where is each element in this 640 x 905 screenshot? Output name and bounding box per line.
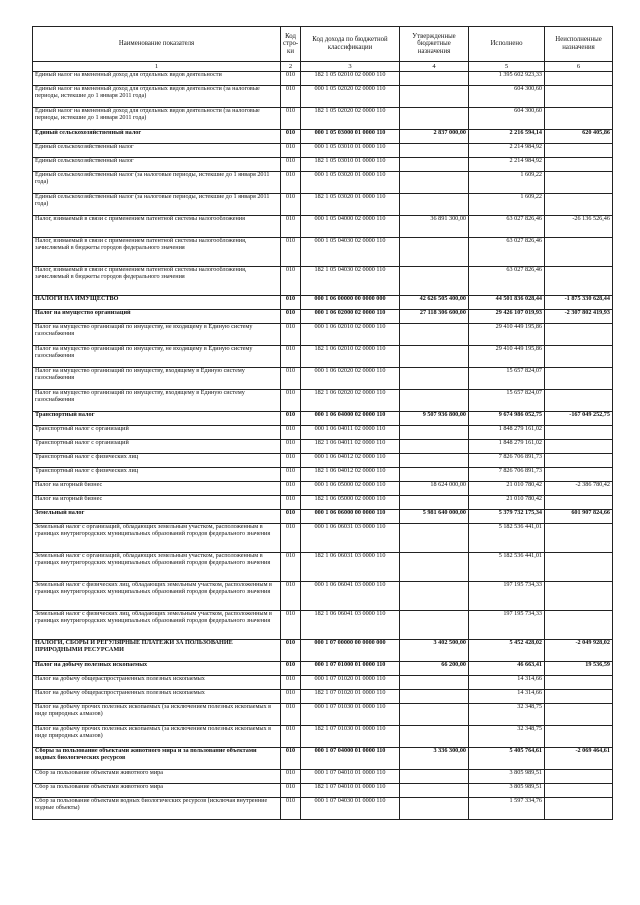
- row-unexecuted: [545, 496, 613, 510]
- row-unexecuted: [545, 108, 613, 130]
- row-unexecuted: [545, 784, 613, 798]
- row-unexecuted: [545, 468, 613, 482]
- row-unexecuted: -2 049 928,02: [545, 640, 613, 662]
- row-kbk: 000 1 06 02010 02 0000 110: [301, 324, 400, 346]
- row-unexecuted: [545, 454, 613, 468]
- table-row: [33, 524, 613, 553]
- row-kbk: 000 1 06 04012 02 0000 110: [301, 454, 400, 468]
- col-number: 4: [400, 62, 469, 72]
- row-kbk: 000 1 06 05000 02 0000 110: [301, 482, 400, 496]
- row-executed: 29 426 107 019,93: [469, 310, 545, 324]
- row-approved: [400, 582, 469, 611]
- row-executed: 14 314,66: [469, 676, 545, 690]
- row-name: Единый налог на вмененный доход для отдельных видов деятельности: [33, 72, 281, 86]
- col-header-kbk: Код дохода по бюджетной классификации: [301, 27, 400, 62]
- row-executed: 14 314,66: [469, 690, 545, 704]
- row-code: 010: [281, 390, 301, 412]
- row-executed: 5 379 732 175,34: [469, 510, 545, 524]
- row-name: Транспортный налог: [33, 412, 281, 426]
- row-unexecuted: -2 307 802 419,93: [545, 310, 613, 324]
- row-approved: [400, 611, 469, 640]
- row-code: 010: [281, 496, 301, 510]
- table-row: [33, 662, 613, 676]
- row-code: 010: [281, 426, 301, 440]
- table-row: [33, 412, 613, 426]
- row-code: 010: [281, 440, 301, 454]
- row-approved: [400, 770, 469, 784]
- row-name: Единый сельскохозяйственный налог (за налоговые периоды, истекшие до 1 января 2011 года): [33, 194, 281, 216]
- row-kbk: 182 1 05 04030 02 0000 110: [301, 267, 400, 296]
- row-approved: [400, 267, 469, 296]
- row-kbk: 182 1 07 04010 01 0000 110: [301, 784, 400, 798]
- row-name: Налог на имущество организаций по имуществу, входящему в Единую систему газоснабжения: [33, 368, 281, 390]
- row-kbk: 000 1 07 04010 01 0000 110: [301, 770, 400, 784]
- row-approved: 3 336 300,00: [400, 748, 469, 770]
- row-kbk: 000 1 06 04000 02 0000 110: [301, 412, 400, 426]
- row-approved: [400, 553, 469, 582]
- row-code: 010: [281, 748, 301, 770]
- row-kbk: 182 1 06 02020 02 0000 110: [301, 390, 400, 412]
- table-row: [33, 310, 613, 324]
- table-row: [33, 482, 613, 496]
- row-name: Земельный налог: [33, 510, 281, 524]
- row-approved: [400, 144, 469, 158]
- row-executed: 15 657 824,07: [469, 368, 545, 390]
- row-kbk: 000 1 05 04030 02 0000 110: [301, 238, 400, 267]
- row-kbk: 182 1 05 03010 01 0000 110: [301, 158, 400, 172]
- budget-report-sheet: [32, 26, 612, 820]
- table-row: [33, 390, 613, 412]
- row-kbk: 000 1 05 03020 01 0000 110: [301, 172, 400, 194]
- row-kbk: 000 1 06 04011 02 0000 110: [301, 426, 400, 440]
- row-unexecuted: -2 386 780,42: [545, 482, 613, 496]
- row-unexecuted: -1 875 330 628,44: [545, 296, 613, 310]
- row-executed: 32 348,75: [469, 726, 545, 748]
- row-approved: 66 200,00: [400, 662, 469, 676]
- row-unexecuted: -167 049 252,75: [545, 412, 613, 426]
- row-name: Налог на добычу прочих полезных ископаемых (за исключением полезных ископаемых в виде природных алмазов): [33, 704, 281, 726]
- row-code: 010: [281, 144, 301, 158]
- row-kbk: 182 1 06 05000 02 0000 110: [301, 496, 400, 510]
- row-unexecuted: -26 136 526,46: [545, 216, 613, 238]
- row-kbk: 000 1 05 03010 01 0000 110: [301, 144, 400, 158]
- table-row: [33, 440, 613, 454]
- row-approved: [400, 172, 469, 194]
- row-unexecuted: [545, 368, 613, 390]
- row-kbk: 000 1 07 01030 01 0000 110: [301, 704, 400, 726]
- row-kbk: 000 1 07 04030 01 0000 110: [301, 798, 400, 820]
- table-row: [33, 216, 613, 238]
- row-kbk: 000 1 06 02020 02 0000 110: [301, 368, 400, 390]
- row-approved: [400, 426, 469, 440]
- row-name: Налог, взимаемый в связи с применением патентной системы налогообложения: [33, 216, 281, 238]
- row-name: Единый сельскохозяйственный налог: [33, 130, 281, 144]
- row-code: 010: [281, 412, 301, 426]
- row-code: 010: [281, 510, 301, 524]
- row-kbk: 182 1 07 01030 01 0000 110: [301, 726, 400, 748]
- row-approved: [400, 690, 469, 704]
- row-code: 010: [281, 324, 301, 346]
- row-executed: 15 657 824,07: [469, 390, 545, 412]
- row-code: 010: [281, 611, 301, 640]
- table-row: [33, 676, 613, 690]
- row-unexecuted: 19 536,59: [545, 662, 613, 676]
- table-row: [33, 726, 613, 748]
- row-approved: 27 118 306 600,00: [400, 310, 469, 324]
- row-unexecuted: [545, 690, 613, 704]
- table-row: [33, 346, 613, 368]
- row-kbk: 000 1 07 00000 00 0000 000: [301, 640, 400, 662]
- table-row: [33, 704, 613, 726]
- row-code: 010: [281, 368, 301, 390]
- row-executed: 63 027 826,46: [469, 238, 545, 267]
- row-name: Налог на имущество организаций по имуществу, входящему в Единую систему газоснабжения: [33, 390, 281, 412]
- row-name: НАЛОГИ НА ИМУЩЕСТВО: [33, 296, 281, 310]
- row-executed: 1 848 279 161,02: [469, 440, 545, 454]
- row-approved: [400, 454, 469, 468]
- row-unexecuted: [545, 72, 613, 86]
- row-executed: 1 597 334,76: [469, 798, 545, 820]
- row-executed: 46 663,41: [469, 662, 545, 676]
- row-code: 010: [281, 238, 301, 267]
- col-header-executed: Исполнено: [469, 27, 545, 62]
- col-header-unexecuted: Неисполненные назначения: [545, 27, 613, 62]
- row-unexecuted: [545, 770, 613, 784]
- table-row: [33, 468, 613, 482]
- row-code: 010: [281, 86, 301, 108]
- row-approved: [400, 524, 469, 553]
- row-approved: 42 626 505 400,00: [400, 296, 469, 310]
- table-row: [33, 454, 613, 468]
- row-code: 010: [281, 346, 301, 368]
- row-code: 010: [281, 194, 301, 216]
- table-row: [33, 770, 613, 784]
- row-code: 010: [281, 158, 301, 172]
- row-kbk: 182 1 06 04012 02 0000 110: [301, 468, 400, 482]
- row-unexecuted: 620 405,86: [545, 130, 613, 144]
- row-name: Земельный налог с физических лиц, обладающих земельным участком, расположенным в границах внутригородских муниципальных образований городов федерального значения: [33, 582, 281, 611]
- row-kbk: 000 1 05 03000 01 0000 110: [301, 130, 400, 144]
- row-approved: [400, 726, 469, 748]
- row-approved: [400, 72, 469, 86]
- row-approved: 18 624 000,00: [400, 482, 469, 496]
- row-unexecuted: [545, 553, 613, 582]
- row-approved: 9 507 936 800,00: [400, 412, 469, 426]
- header-row: [33, 27, 613, 62]
- table-row: [33, 640, 613, 662]
- row-kbk: 182 1 05 03020 01 0000 110: [301, 194, 400, 216]
- table-row: [33, 108, 613, 130]
- row-name: Единый сельскохозяйственный налог: [33, 158, 281, 172]
- row-name: Транспортный налог с физических лиц: [33, 454, 281, 468]
- row-approved: [400, 238, 469, 267]
- row-code: 010: [281, 662, 301, 676]
- row-code: 010: [281, 216, 301, 238]
- row-executed: 3 805 989,51: [469, 784, 545, 798]
- col-header-code: Код стро-ки: [281, 27, 301, 62]
- row-executed: 2 214 984,92: [469, 144, 545, 158]
- row-kbk: 000 1 07 01020 01 0000 110: [301, 676, 400, 690]
- row-code: 010: [281, 172, 301, 194]
- row-approved: [400, 346, 469, 368]
- row-executed: 29 410 449 195,86: [469, 324, 545, 346]
- row-unexecuted: [545, 676, 613, 690]
- row-name: Налог на игорный бизнес: [33, 496, 281, 510]
- row-kbk: 182 1 05 02010 02 0000 110: [301, 72, 400, 86]
- row-approved: [400, 324, 469, 346]
- row-approved: [400, 390, 469, 412]
- row-unexecuted: [545, 390, 613, 412]
- row-approved: 2 837 000,00: [400, 130, 469, 144]
- row-approved: 3 402 500,00: [400, 640, 469, 662]
- table-row: [33, 368, 613, 390]
- col-number: 5: [469, 62, 545, 72]
- row-executed: 63 027 826,46: [469, 216, 545, 238]
- row-code: 010: [281, 784, 301, 798]
- row-kbk: 000 1 06 00000 00 0000 000: [301, 296, 400, 310]
- row-approved: [400, 158, 469, 172]
- row-approved: [400, 704, 469, 726]
- row-unexecuted: [545, 346, 613, 368]
- row-executed: 604 300,60: [469, 86, 545, 108]
- row-name: Сбор за пользование объектами водных биологических ресурсов (исключая внутренние водные объекты): [33, 798, 281, 820]
- row-code: 010: [281, 108, 301, 130]
- row-code: 010: [281, 553, 301, 582]
- table-row: [33, 324, 613, 346]
- column-number-row: [33, 62, 613, 72]
- table-row: [33, 510, 613, 524]
- row-kbk: 000 1 07 04000 01 0000 110: [301, 748, 400, 770]
- row-approved: 36 891 300,00: [400, 216, 469, 238]
- table-row: [33, 238, 613, 267]
- row-kbk: 000 1 06 02000 02 0000 110: [301, 310, 400, 324]
- table-row: [33, 267, 613, 296]
- table-row: [33, 784, 613, 798]
- table-row: [33, 158, 613, 172]
- row-executed: 44 501 836 028,44: [469, 296, 545, 310]
- row-code: 010: [281, 676, 301, 690]
- row-approved: [400, 368, 469, 390]
- row-executed: 5 452 428,02: [469, 640, 545, 662]
- row-approved: [400, 108, 469, 130]
- col-number: 2: [281, 62, 301, 72]
- row-executed: 1 848 279 161,02: [469, 426, 545, 440]
- row-kbk: 000 1 06 06041 03 0000 110: [301, 582, 400, 611]
- row-name: Транспортный налог с физических лиц: [33, 468, 281, 482]
- row-code: 010: [281, 726, 301, 748]
- table-row: [33, 86, 613, 108]
- row-code: 010: [281, 130, 301, 144]
- row-executed: 197 195 734,33: [469, 582, 545, 611]
- row-name: Налог, взимаемый в связи с применением патентной системы налогообложения, зачисляемый в бюджеты городов федерального значения: [33, 238, 281, 267]
- row-name: Единый сельскохозяйственный налог: [33, 144, 281, 158]
- row-name: Единый налог на вмененный доход для отдельных видов деятельности (за налоговые периоды, истекшие до 1 января 2011 года): [33, 108, 281, 130]
- row-executed: 63 027 826,46: [469, 267, 545, 296]
- budget-revenue-table: [32, 26, 613, 820]
- row-unexecuted: [545, 524, 613, 553]
- row-code: 010: [281, 482, 301, 496]
- table-row: [33, 690, 613, 704]
- row-name: Налог на имущество организаций по имуществу, не входящему в Единую систему газоснабжения: [33, 324, 281, 346]
- row-executed: 1 609,22: [469, 194, 545, 216]
- row-unexecuted: [545, 267, 613, 296]
- row-approved: [400, 496, 469, 510]
- row-unexecuted: [545, 194, 613, 216]
- row-name: Налог на добычу прочих полезных ископаемых (за исключением полезных ископаемых в виде природных алмазов): [33, 726, 281, 748]
- row-name: Земельный налог с организаций, обладающих земельным участком, расположенным в границах внутригородских муниципальных образований городов федерального значения: [33, 524, 281, 553]
- row-name: Транспортный налог с организаций: [33, 440, 281, 454]
- row-code: 010: [281, 524, 301, 553]
- row-kbk: 000 1 06 06000 00 0000 110: [301, 510, 400, 524]
- table-row: [33, 748, 613, 770]
- row-executed: 9 674 986 052,75: [469, 412, 545, 426]
- row-executed: 197 195 734,33: [469, 611, 545, 640]
- row-executed: 2 214 984,92: [469, 158, 545, 172]
- row-unexecuted: [545, 440, 613, 454]
- row-approved: [400, 676, 469, 690]
- row-unexecuted: [545, 172, 613, 194]
- row-executed: 21 010 780,42: [469, 496, 545, 510]
- row-kbk: 000 1 06 06031 03 0000 110: [301, 524, 400, 553]
- row-unexecuted: [545, 426, 613, 440]
- row-kbk: 182 1 06 02010 02 0000 110: [301, 346, 400, 368]
- col-number: 6: [545, 62, 613, 72]
- row-code: 010: [281, 310, 301, 324]
- row-name: Налог на добычу общераспространенных полезных ископаемых: [33, 690, 281, 704]
- col-number: 1: [33, 62, 281, 72]
- row-name: Налог на игорный бизнес: [33, 482, 281, 496]
- table-row: [33, 296, 613, 310]
- row-name: Налог на имущество организаций: [33, 310, 281, 324]
- table-row: [33, 72, 613, 86]
- row-name: Земельный налог с организаций, обладающих земельным участком, расположенным в границах внутригородских муниципальных образований городов федерального значения: [33, 553, 281, 582]
- row-kbk: 000 1 05 04000 02 0000 110: [301, 216, 400, 238]
- row-approved: [400, 194, 469, 216]
- row-name: Налог на добычу общераспространенных полезных ископаемых: [33, 676, 281, 690]
- row-unexecuted: [545, 798, 613, 820]
- row-unexecuted: [545, 86, 613, 108]
- row-unexecuted: [545, 144, 613, 158]
- col-header-name: Наименование показателя: [33, 27, 281, 62]
- row-code: 010: [281, 582, 301, 611]
- table-row: [33, 194, 613, 216]
- row-executed: 7 826 706 891,73: [469, 454, 545, 468]
- row-code: 010: [281, 296, 301, 310]
- row-approved: [400, 784, 469, 798]
- row-kbk: 182 1 05 02020 02 0000 110: [301, 108, 400, 130]
- table-row: [33, 798, 613, 820]
- row-executed: 32 348,75: [469, 704, 545, 726]
- table-row: [33, 426, 613, 440]
- row-executed: 604 300,60: [469, 108, 545, 130]
- row-kbk: 182 1 06 04011 02 0000 110: [301, 440, 400, 454]
- col-number: 3: [301, 62, 400, 72]
- row-code: 010: [281, 770, 301, 784]
- row-name: Сборы за пользование объектами животного мира и за пользование объектами водных биологических ресурсов: [33, 748, 281, 770]
- row-code: 010: [281, 468, 301, 482]
- row-unexecuted: -2 069 464,61: [545, 748, 613, 770]
- table-row: [33, 553, 613, 582]
- row-name: Налог, взимаемый в связи с применением патентной системы налогообложения, зачисляемый в бюджеты городов федерального значения: [33, 267, 281, 296]
- row-executed: 21 010 780,42: [469, 482, 545, 496]
- table-body: [33, 72, 613, 820]
- row-executed: 7 826 706 891,73: [469, 468, 545, 482]
- row-unexecuted: [545, 704, 613, 726]
- row-executed: 2 216 594,14: [469, 130, 545, 144]
- row-code: 010: [281, 454, 301, 468]
- table-row: [33, 130, 613, 144]
- row-approved: [400, 798, 469, 820]
- row-unexecuted: [545, 726, 613, 748]
- table-row: [33, 496, 613, 510]
- row-unexecuted: [545, 158, 613, 172]
- row-name: Сбор за пользование объектами животного мира: [33, 770, 281, 784]
- row-unexecuted: [545, 582, 613, 611]
- row-code: 010: [281, 704, 301, 726]
- row-unexecuted: 601 907 824,66: [545, 510, 613, 524]
- row-executed: 5 182 536 441,01: [469, 553, 545, 582]
- table-row: [33, 144, 613, 158]
- row-code: 010: [281, 798, 301, 820]
- col-header-approved: Утвержденные бюджетные назначения: [400, 27, 469, 62]
- row-name: Налог на имущество организаций по имуществу, не входящему в Единую систему газоснабжения: [33, 346, 281, 368]
- row-code: 010: [281, 72, 301, 86]
- row-unexecuted: [545, 238, 613, 267]
- row-kbk: 000 1 05 02020 02 0000 110: [301, 86, 400, 108]
- table-row: [33, 611, 613, 640]
- row-approved: 5 981 640 000,00: [400, 510, 469, 524]
- row-name: Налог на добычу полезных ископаемых: [33, 662, 281, 676]
- row-executed: 5 405 764,61: [469, 748, 545, 770]
- table-row: [33, 172, 613, 194]
- row-executed: 5 182 536 441,01: [469, 524, 545, 553]
- row-executed: 1 395 602 923,33: [469, 72, 545, 86]
- row-name: Сбор за пользование объектами животного мира: [33, 784, 281, 798]
- row-kbk: 182 1 06 06041 03 0000 110: [301, 611, 400, 640]
- row-approved: [400, 440, 469, 454]
- row-unexecuted: [545, 324, 613, 346]
- row-executed: 1 609,22: [469, 172, 545, 194]
- row-name: Единый налог на вмененный доход для отдельных видов деятельности (за налоговые периоды, истекшие до 1 января 2011 года): [33, 86, 281, 108]
- row-executed: 29 410 449 195,86: [469, 346, 545, 368]
- row-name: Транспортный налог с организаций: [33, 426, 281, 440]
- row-code: 010: [281, 267, 301, 296]
- row-kbk: 182 1 06 06031 03 0000 110: [301, 553, 400, 582]
- row-executed: 3 805 989,51: [469, 770, 545, 784]
- row-approved: [400, 86, 469, 108]
- row-approved: [400, 468, 469, 482]
- row-unexecuted: [545, 611, 613, 640]
- row-code: 010: [281, 640, 301, 662]
- row-name: Земельный налог с физических лиц, обладающих земельным участком, расположенным в границах внутригородских муниципальных образований городов федерального значения: [33, 611, 281, 640]
- row-kbk: 000 1 07 01000 01 0000 110: [301, 662, 400, 676]
- row-name: Единый сельскохозяйственный налог (за налоговые периоды, истекшие до 1 января 2011 года): [33, 172, 281, 194]
- row-name: НАЛОГИ, СБОРЫ И РЕГУЛЯРНЫЕ ПЛАТЕЖИ ЗА ПОЛЬЗОВАНИЕ ПРИРОДНЫМИ РЕСУРСАМИ: [33, 640, 281, 662]
- row-code: 010: [281, 690, 301, 704]
- row-kbk: 182 1 07 01020 01 0000 110: [301, 690, 400, 704]
- table-row: [33, 582, 613, 611]
